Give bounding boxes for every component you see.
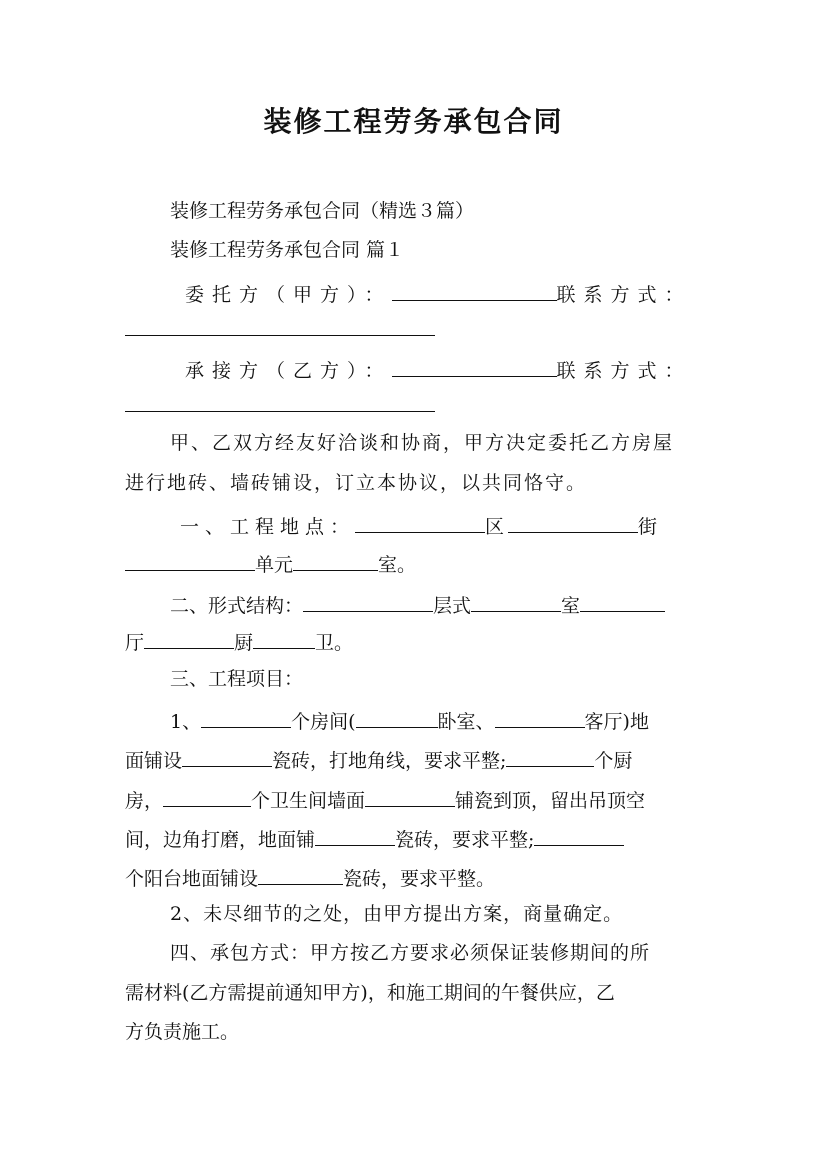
location-line — [180, 514, 705, 537]
item1-text-8: 房， — [125, 790, 164, 812]
wall-tile-field[interactable] — [365, 788, 455, 807]
item1-text-4: 客厅)地 — [584, 711, 649, 733]
unit-label: 单元 — [255, 554, 294, 576]
floor-label: 层式 — [433, 595, 472, 617]
party-b-contact-label: 联系方式： — [556, 360, 692, 382]
item-heading: 三、工程项目： — [170, 668, 304, 690]
structure-room-label: 室 — [561, 595, 581, 617]
floor-tile-field-2[interactable] — [315, 827, 395, 846]
district-blank[interactable] — [355, 514, 485, 533]
structure-blank[interactable] — [303, 593, 433, 612]
bedroom-count-field[interactable] — [356, 709, 438, 728]
item1-text-14: 瓷砖，要求平整。 — [343, 868, 496, 890]
contract-method-line-1: 四、承包方式：甲方按乙方要求必须保证装修期间的所 — [170, 942, 651, 964]
party-b-contact-blank[interactable] — [125, 393, 435, 412]
heading-part: 装修工程劳务承包合同 篇１ — [170, 239, 405, 261]
party-b-blank[interactable] — [392, 358, 557, 377]
structure-prefix: 二、形式结构： — [170, 595, 304, 617]
party-b-contact-blank-line — [125, 393, 705, 416]
living-room-count-field[interactable] — [495, 709, 585, 728]
location-prefix: 一、工程地点： — [180, 516, 356, 538]
hall-count-blank[interactable] — [580, 593, 665, 612]
bath-count-blank[interactable] — [253, 630, 315, 649]
hall-label: 厅 — [125, 632, 145, 654]
item1-text-12: 瓷砖，要求平整; — [395, 829, 535, 851]
document-title: 装修工程劳务承包合同 — [263, 105, 564, 138]
item1-text-11: 间，边角打磨，地面铺 — [125, 829, 316, 851]
room-label: 室。 — [378, 554, 417, 576]
heading-collection: 装修工程劳务承包合同（精选３篇） — [170, 200, 475, 222]
item1-text-5: 面铺设 — [125, 750, 183, 772]
kitchen-count-blank[interactable] — [144, 630, 234, 649]
party-a-contact-label: 联系方式： — [556, 284, 692, 306]
room-blank[interactable] — [293, 552, 378, 571]
item1-text-9: 个卫生间墙面 — [251, 790, 366, 812]
street-blank[interactable] — [508, 514, 638, 533]
party-b-label: 承接方（乙方）： — [185, 360, 392, 382]
intro-line-2: 进行地砖、墙砖铺设，订立本协议，以共同恪守。 — [125, 472, 588, 494]
room-count-field[interactable] — [201, 709, 291, 728]
party-a-line — [185, 282, 690, 305]
contract-method-line-2: 需材料(乙方需提前通知甲方)，和施工期间的午餐供应，乙 — [125, 982, 615, 1004]
item1-text-1: 1、 — [170, 711, 202, 733]
item1-line-2 — [125, 748, 705, 771]
kitchen-label: 厨 — [234, 632, 254, 654]
item1-line-4 — [125, 827, 705, 850]
item1-text-7: 个厨 — [594, 750, 633, 772]
structure-line-2 — [125, 630, 705, 653]
party-a-label: 委托方（甲方）： — [185, 284, 392, 306]
bath-label: 卫。 — [315, 632, 354, 654]
party-b-line — [185, 358, 690, 381]
room-count-blank[interactable] — [471, 593, 561, 612]
party-a-contact-blank[interactable] — [125, 317, 435, 336]
party-a-blank[interactable] — [392, 282, 557, 301]
item1-text-13: 个阳台地面铺设 — [125, 868, 259, 890]
item1-line-5 — [125, 866, 705, 889]
item1-text-6: 瓷砖，打地角线，要求平整; — [272, 750, 507, 772]
location-line-2 — [125, 552, 705, 575]
balcony-tile-field[interactable] — [258, 866, 343, 885]
structure-line — [170, 593, 705, 616]
item1-line-1 — [170, 709, 705, 732]
item1-line-3 — [125, 788, 705, 811]
unit-blank[interactable] — [125, 552, 255, 571]
balcony-count-field[interactable] — [534, 827, 624, 846]
kitchen-count-field[interactable] — [506, 748, 594, 767]
street-label: 街 — [638, 516, 658, 538]
item1-text-2: 个房间( — [291, 711, 356, 733]
bathroom-count-field[interactable] — [163, 788, 251, 807]
item2-line: 2、未尽细节的之处，由甲方提出方案，商量确定。 — [170, 903, 624, 925]
intro-line-1: 甲、乙双方经友好洽谈和协商，甲方决定委托乙方房屋 — [170, 432, 675, 454]
floor-tile-field[interactable] — [182, 748, 272, 767]
item1-text-10: 铺瓷到顶，留出吊顶空 — [455, 790, 646, 812]
party-a-contact-blank-line — [125, 317, 705, 340]
contract-method-line-3: 方负责施工。 — [125, 1021, 240, 1043]
item1-text-3: 卧室、 — [437, 711, 495, 733]
district-label: 区 — [485, 516, 505, 538]
